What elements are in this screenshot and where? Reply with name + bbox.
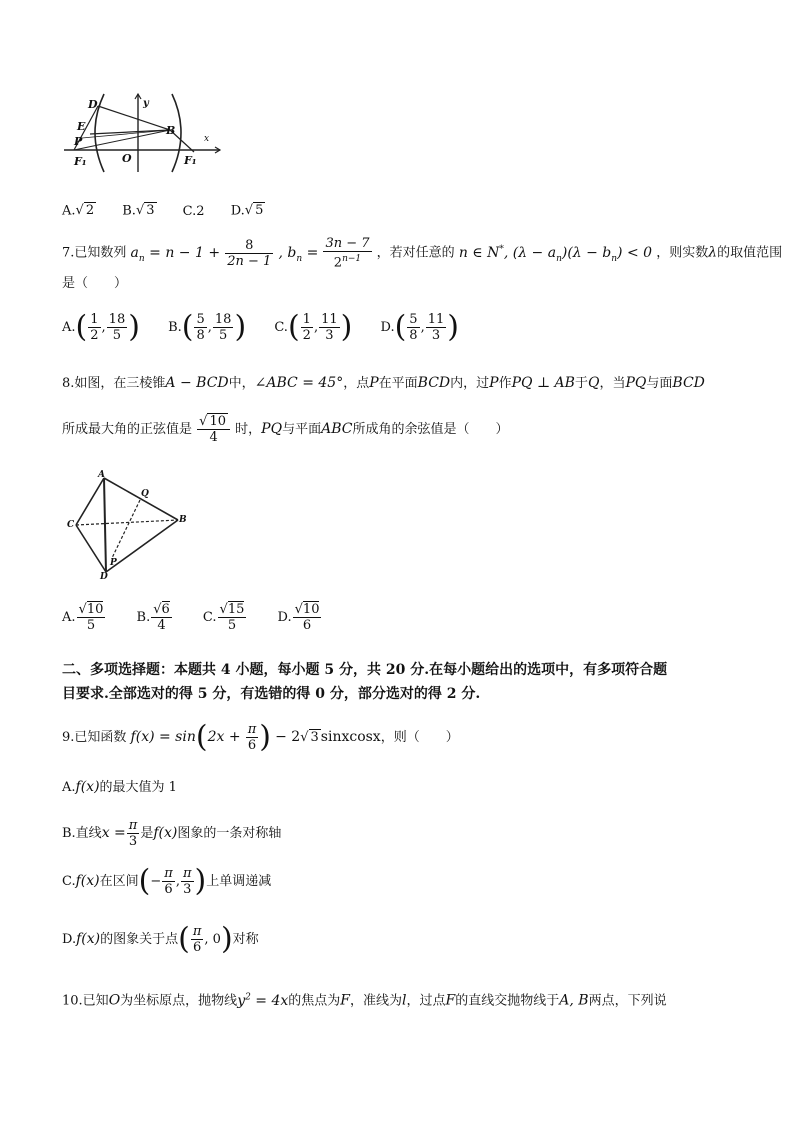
q7-an-frac-den: 2n − 1: [227, 253, 272, 269]
frac-num: π: [182, 866, 192, 881]
fig1-label-o: O: [122, 152, 132, 165]
fig1-label-y: y: [143, 98, 149, 109]
q7-mid: ，若对任意的: [376, 245, 455, 261]
frac-num: 10: [302, 602, 320, 617]
q7-an-sub: n: [138, 253, 145, 264]
fig2-label-c: C: [67, 520, 75, 530]
q8-text: 所成角的余弦值是（ ）: [352, 422, 509, 437]
q10-text: 的直线交抛物线于: [455, 993, 560, 1009]
q8-math: ABC: [321, 421, 353, 437]
q10-text: 的焦点为: [288, 993, 341, 1009]
section2-heading-line2: 目要求.全部选对的得 5 分，有选错的得 0 分，部分选对的得 2 分.: [62, 686, 481, 702]
q8-option-c[interactable]: C. $\frac{√15}{5}$: [202, 602, 245, 633]
q10-math: O: [108, 992, 121, 1009]
q8-math: Q: [587, 375, 600, 391]
option-text: 图象的一条对称轴: [177, 826, 282, 841]
q7-cond-rest2: )(λ − b: [561, 244, 612, 261]
frac-num: 18: [108, 312, 126, 327]
q8-sqrt-num: 10: [209, 414, 226, 429]
zero: , 0: [204, 932, 221, 947]
q8-text: 内，过: [450, 376, 490, 391]
option-label: B.直线: [62, 826, 102, 841]
q10-math: = 4x: [250, 992, 289, 1009]
q7-prefix: 7.已知数列: [62, 245, 127, 261]
frac-den: 3: [128, 834, 138, 849]
frac-den: 5: [112, 328, 122, 343]
q8-text: 与面: [646, 376, 673, 391]
option-label: C.: [62, 874, 76, 889]
q8-den: 4: [209, 430, 218, 445]
q9-x: x =: [101, 825, 126, 841]
q9-fx: f(x): [75, 873, 100, 889]
q8-math: PQ ⊥ AB: [511, 375, 575, 391]
frac-den: 6: [192, 940, 202, 955]
q10-stem: [62, 988, 667, 1011]
q8-text: 作: [498, 376, 512, 391]
q9-fx: f(x): [75, 779, 100, 795]
section2-heading-line1: 二、多项选择题：本题共 4 小题，每小题 5 分，共 20 分.在每小题给出的选项中，有多项符合题: [62, 662, 668, 678]
q7-bn-eq: =: [306, 244, 319, 261]
q9-option-d[interactable]: D.f(x)的图象关于点( $\frac{\pi}{6}$ , 0)对称: [62, 921, 259, 957]
frac-den: 6: [302, 618, 312, 633]
option-label: C.: [202, 610, 217, 625]
q7-cond-rest: , (λ − a: [503, 244, 557, 261]
fig2-label-d: D: [100, 572, 108, 582]
option-text: 对称: [232, 932, 259, 947]
q7-option-d[interactable]: D.( $\frac{5}{8}$ , $\frac{11}{3}$ ): [380, 309, 459, 345]
q6-option-d[interactable]: D.√ 5: [230, 203, 264, 219]
q10-math: A, B: [559, 992, 589, 1009]
option-label: A.: [62, 610, 76, 625]
q8-math: ∠ABC = 45°: [254, 375, 344, 391]
fig1-label-b: B: [166, 124, 176, 137]
q10-sup: 2: [245, 992, 251, 1002]
q8-text: ，点: [343, 376, 370, 391]
q7-lambda: λ: [708, 244, 718, 261]
q7-option-c[interactable]: C.( $\frac{1}{2}$ , $\frac{11}{3}$ ): [274, 309, 353, 345]
q10-math: F: [340, 992, 351, 1009]
q10-math: y: [237, 992, 246, 1009]
frac-num: 5: [409, 312, 418, 327]
q8-line1: [62, 374, 705, 393]
q8-math: BCD: [417, 375, 451, 391]
neg-sign: −: [150, 874, 162, 889]
fig1-label-f2: F₁: [184, 154, 197, 167]
radicand: 5: [255, 203, 264, 218]
q8-math: BCD: [672, 375, 705, 391]
frac-den: 5: [227, 618, 237, 633]
fig1-label-f1: F₁: [74, 155, 87, 168]
fig2-label-b: B: [179, 515, 187, 525]
q7-option-a[interactable]: A.( $\frac{1}{2}$ , $\frac{18}{5}$ ): [62, 309, 140, 345]
q9-option-b[interactable]: [62, 818, 281, 849]
frac-den: 3: [325, 328, 334, 343]
q9-fx: f(x) = sin: [130, 729, 196, 745]
q7-bn-frac-den: 2: [333, 255, 343, 271]
frac-den: 2: [302, 328, 311, 343]
option-text: 的最大值为 1: [99, 780, 177, 795]
frac-num: 1: [90, 312, 99, 327]
frac-den: 6: [164, 882, 173, 897]
q8-text: 与平面: [282, 422, 322, 437]
option-label: A.: [62, 320, 76, 335]
q7-cond-sup: *: [499, 244, 504, 255]
q8-option-a[interactable]: A. $\frac{√10}{5}$: [62, 602, 104, 633]
frac-den: 6: [247, 738, 257, 753]
q8-math: PQ: [261, 421, 283, 437]
q8-text: 于: [574, 376, 588, 391]
option-label: C.: [274, 320, 288, 335]
option-label: B.: [136, 610, 151, 625]
frac-den: 3: [431, 328, 441, 343]
q7-an-frac-num: 8: [225, 238, 273, 254]
q9-rest2: sinxcosx: [320, 729, 381, 745]
q8-line2: 所成最大角的正弦值是 $\frac{√ 10}{4}$ 时，PQ与平面ABC所成角的余弦值是（ ）: [62, 414, 509, 445]
frac-num: 11: [427, 312, 445, 327]
option-text: 是: [140, 826, 154, 841]
fig2-label-q: Q: [141, 489, 149, 499]
option-text: 上单调递减: [206, 874, 272, 889]
frac-num: 5: [196, 312, 205, 327]
radicand: 2: [85, 203, 95, 218]
q8-math: P: [489, 375, 499, 391]
q8-text: 在平面: [378, 376, 418, 391]
fig2-label-p: P: [110, 558, 117, 568]
fig1-label-p: P: [74, 135, 83, 148]
frac-den: 5: [86, 618, 96, 633]
frac-num: 15: [227, 602, 245, 617]
q9-root: 3: [310, 729, 319, 745]
option-text: 在区间: [99, 874, 139, 889]
q8-option-b[interactable]: B. $\frac{√6}{4}$: [136, 602, 170, 633]
q9-fx: f(x): [153, 825, 178, 841]
q8-text: 时，: [235, 422, 262, 437]
q9-inner: 2x +: [207, 729, 241, 745]
frac-num: 6: [161, 602, 170, 617]
q10-text: ，过点: [406, 993, 446, 1009]
q9-tail: ，则（ ）: [380, 730, 459, 745]
q6-option-b[interactable]: B.√ 3: [122, 203, 155, 219]
q7-bn-frac-den-sup: n−1: [342, 254, 362, 264]
frac-den: 8: [409, 328, 418, 343]
frac-den: 2: [90, 328, 99, 343]
fig1-label-x: x: [204, 134, 210, 144]
option-label: D.: [230, 203, 245, 219]
frac-den: 8: [196, 328, 205, 343]
frac-num: 1: [302, 312, 311, 327]
q10-math: l: [402, 992, 407, 1009]
option-label: A.: [62, 203, 76, 219]
q8-option-d[interactable]: D. $\frac{√10}{6}$: [277, 602, 320, 633]
q7-an-eq: = n − 1 +: [149, 244, 221, 261]
q10-text: 两点，下列说: [588, 993, 667, 1009]
frac-den: 5: [219, 328, 228, 343]
q7-tail: ，则实数: [656, 245, 709, 261]
q9-stem: 9.已知函数 f(x) = sin(2x + $\frac{\pi}{6}$ ) − 2√ 3 sinxcosx，则（ ）: [62, 719, 459, 755]
frac-num: π: [164, 866, 173, 881]
tetrahedron-figure: [60, 470, 190, 585]
frac-num: π: [128, 818, 138, 833]
q7-bn-frac-num: 3n − 7: [325, 236, 370, 251]
q7-bn-sub: n: [296, 253, 303, 264]
option-label: A.: [62, 780, 76, 795]
q8-text: ，当: [599, 376, 626, 391]
q6-option-a[interactable]: A.√ 2: [62, 203, 95, 219]
frac-num: π: [192, 924, 202, 939]
q8-math: P: [369, 375, 379, 391]
q7-tail2: 的取值范围: [717, 245, 783, 261]
radicand: 3: [146, 203, 155, 218]
q6-option-c[interactable]: [183, 203, 205, 221]
option-label: B.: [168, 320, 182, 335]
frac-num: 18: [214, 312, 232, 327]
q10-text: ，准线为: [350, 993, 403, 1009]
option-label: D.: [380, 320, 395, 335]
q7-option-b[interactable]: B.( $\frac{5}{8}$ , $\frac{18}{5}$ ): [168, 309, 247, 345]
q8-text: 所成最大角的正弦值是: [62, 422, 193, 437]
q7-bn: , b: [278, 244, 297, 261]
q8-math: PQ: [625, 375, 647, 391]
frac-den: 4: [157, 618, 166, 633]
q9-rest: − 2: [275, 729, 301, 745]
option-label: D.: [277, 610, 292, 625]
q8-math: A − BCD: [165, 375, 229, 391]
q7-an: a: [130, 244, 139, 261]
q9-prefix: 9.已知函数: [62, 730, 127, 745]
q8-text: 中，: [228, 376, 255, 391]
frac-num: 10: [86, 602, 104, 617]
q6-options: [62, 202, 287, 221]
fig1-label-d: D: [88, 98, 98, 111]
q9-option-a[interactable]: [62, 778, 177, 797]
q9-fx: f(x): [76, 931, 101, 947]
option-label: D.: [62, 932, 77, 947]
q7-cond: n ∈ N: [458, 244, 500, 261]
frac-num: π: [247, 722, 257, 737]
fig1-label-e: E: [77, 120, 86, 133]
option-label: B.: [122, 203, 136, 219]
q10-text: 10.已知: [62, 993, 109, 1009]
frac-num: 11: [321, 312, 338, 327]
option-text: 的图象关于点: [100, 932, 179, 947]
q7-cond-rest3: ) < 0: [617, 244, 653, 261]
fig2-label-a: A: [98, 470, 105, 480]
q9-option-c[interactable]: C.f(x)在区间(− $\frac{\pi}{6}$ , $\frac{\pi}{3}$ )上单调递减: [62, 863, 272, 899]
q7-stem: 7.已知数列 $a_n = n - 1$ + $\frac{8}{2n - 1}$ , $b_n$ = $\frac{3n - 7}{2^{n-1}}$ ，若对任意的 n ∈ N*, $(\lambda - a_n)(\lambda - b_n) < 0$ ，则实数λ的取值范围: [62, 236, 783, 271]
option-label: C.2: [182, 203, 205, 219]
q8-text: 8.如图，在三棱锥: [62, 376, 166, 391]
q7-line2: 是（ ）: [62, 276, 128, 291]
q10-text: 为坐标原点，抛物线: [120, 993, 238, 1009]
q8-options: [62, 602, 344, 633]
q10-math: F: [445, 992, 456, 1009]
q7-options: [62, 309, 481, 345]
frac-den: 3: [183, 882, 192, 897]
